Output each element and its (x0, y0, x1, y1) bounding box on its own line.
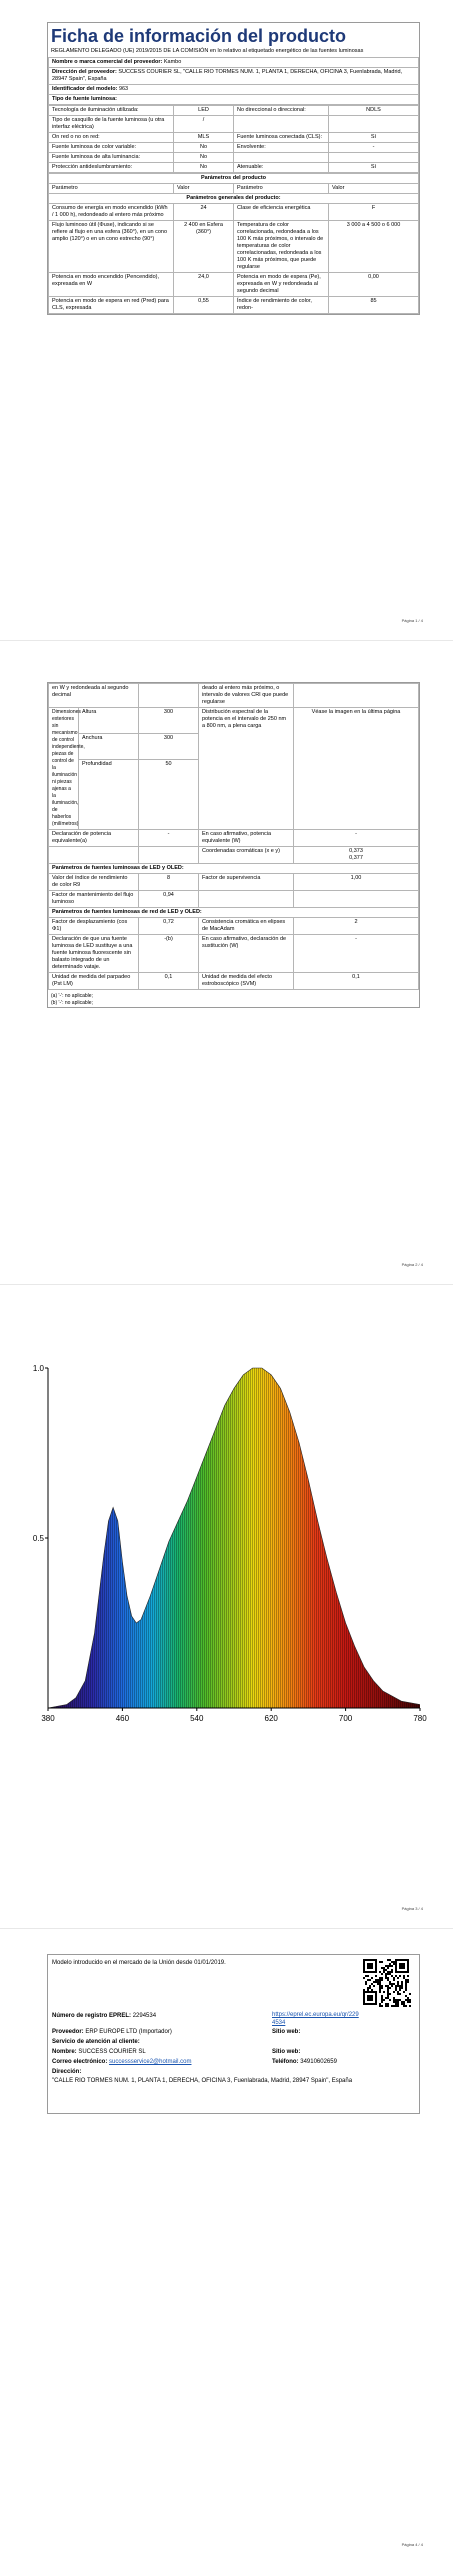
supplier-address-label: Dirección del proveedor: (52, 69, 117, 75)
eprel-reg-label: Número de registro EPREL: (52, 2013, 132, 2019)
row-value-2: Sí (329, 133, 419, 143)
spectral-distribution-value: Véase la imagen en la última página (294, 708, 419, 830)
row-label-2: Atenuable: (234, 163, 329, 173)
row-value: -(b) (139, 935, 199, 973)
row-value-2 (329, 153, 419, 163)
row-value-2: 2 (294, 918, 419, 935)
row-value-2: 85 (329, 297, 419, 314)
row-value: LED (174, 106, 234, 116)
col-header-value-2: Valor (329, 184, 419, 194)
row-label: Fuente luminosa de color variable: (49, 143, 174, 153)
model-id-row (49, 85, 419, 95)
col-header-param-2: Parámetro (234, 184, 329, 194)
footnote: (b) '-': no aplicable; (51, 1000, 93, 1006)
col-header-param: Parámetro (49, 184, 174, 194)
eprel-link[interactable]: https://eprel.ec.europa.eu/qr/2294534 (272, 2012, 359, 2026)
parameters-table (48, 173, 419, 314)
row-value-2 (294, 684, 419, 708)
row-value-2: 0,1 (294, 973, 419, 990)
phone-value: 34910602659 (300, 2059, 337, 2065)
row-value-2: 1,00 (294, 874, 419, 891)
trademark-row (49, 58, 419, 68)
dimension-name: Altura (79, 708, 139, 734)
dimensions-label: Dimensiones exteriores sin mecanismo de control independiente, piezas de control de la iluminación ni piezas ajenas a la iluminación, de haberlos (milímetros) (49, 708, 79, 830)
page-number: Página 1 / 4 (401, 618, 423, 623)
table-row (49, 153, 419, 163)
table-row (49, 891, 419, 908)
table-row (49, 221, 419, 273)
continued-table (48, 683, 419, 990)
table-row (49, 143, 419, 153)
document-title: Ficha de información del producto (51, 26, 347, 46)
dimension-value: 300 (139, 734, 199, 760)
row-label: Fuente luminosa de alta luminancia: (49, 153, 174, 163)
row-value-2 (329, 116, 419, 133)
row-label: Factor de mantenimiento del flujo luminoso (49, 891, 139, 908)
chromaticity-label: Coordenadas cromáticas (x e y) (199, 847, 294, 864)
row-label: en W y redondeada al segundo decimal (49, 684, 139, 708)
eprel-reg-value: 2294534 (132, 2013, 157, 2019)
x-tick-label: 620 (264, 1714, 278, 1723)
row-value: 0,72 (139, 918, 199, 935)
product-info-sheet (47, 22, 420, 315)
row-label-2: No direccional o direccional: (234, 106, 329, 116)
table-row (49, 973, 419, 990)
row-value-2: - (294, 830, 419, 847)
spectral-distribution-label: Distribución espectral de la potencia en el intervalo de 250 nm a 800 nm, a plena carga (199, 708, 294, 830)
table-row (49, 918, 419, 935)
table-row (49, 133, 419, 143)
name-value: SUCCESS COURIER SL (78, 2049, 146, 2055)
row-value: - (139, 830, 199, 847)
dimension-value: 300 (139, 708, 199, 734)
row-label-2: Consistencia cromática en elipses de MacAdam (199, 918, 294, 935)
x-tick-label: 780 (413, 1714, 427, 1723)
col-header-value: Valor (174, 184, 234, 194)
row-label-2 (234, 153, 329, 163)
phone-label: Teléfono: (272, 2059, 299, 2065)
row-value (139, 684, 199, 708)
supplier-address-value: SUCCESS COURIER SL, "CALLE RIO TORMES NUM. 1, PLANTA 1, DERECHA, OFICINA 3, Fuenlabrada, Madrid, 28947 Spain", España (52, 69, 403, 82)
row-label-2 (199, 891, 294, 908)
page-3 (0, 1288, 453, 1924)
row-label-2: Fuente luminosa conectada (CLS): (234, 133, 329, 143)
table-row (49, 273, 419, 297)
name-label: Nombre: (52, 2049, 77, 2055)
page-number: Página 2 / 4 (401, 1262, 423, 1267)
qr-code (363, 1959, 411, 2007)
row-value-2: F (329, 204, 419, 221)
supplier-value: ERP EUROPE LTD (Importador) (85, 2029, 172, 2035)
chromaticity-value: 0,373 0,377 (294, 847, 419, 864)
row-label: Tipo de casquillo de la fuente luminosa (u otra interfaz eléctrica) (49, 116, 174, 133)
row-value: 0,55 (174, 297, 234, 314)
table-row (49, 163, 419, 173)
row-label-2: Unidad de medida del efecto estroboscópico (SVM) (199, 973, 294, 990)
row-value-2: NDLS (329, 106, 419, 116)
trademark-label: Nombre o marca comercial del proveedor: (52, 59, 163, 65)
website-label: Sitio web: (272, 2029, 301, 2035)
market-intro-text: Modelo introducido en el mercado de la Unión desde 01/01/2019. (52, 1960, 226, 1966)
website-label-2: Sitio web: (272, 2049, 301, 2055)
trademark-value: Kambo (163, 59, 182, 65)
model-id-label: Identificador del modelo: (52, 86, 118, 92)
spectral-power-distribution-chart (30, 1356, 430, 1746)
row-label-2: Envolvente: (234, 143, 329, 153)
row-label: Unidad de medida del parpadeo (Pst LM) (49, 973, 139, 990)
row-label: Potencia en modo de espera en red (Pred) para CLS, expresada (49, 297, 174, 314)
row-label: Factor de desplazamiento (cos Φ1) (49, 918, 139, 935)
general-params-title: Parámetros generales del producto: (49, 194, 419, 204)
page-divider (0, 640, 453, 641)
row-value: MLS (174, 133, 234, 143)
table-row (49, 106, 419, 116)
row-value-2 (294, 891, 419, 908)
row-label-2: En caso afirmativo, declaración de sustitución (W) (199, 935, 294, 973)
page-2 (0, 644, 453, 1280)
email-label: Correo electrónico: (52, 2059, 108, 2065)
mains-params-title: Parámetros de fuentes luminosas de red de LED y OLED: (49, 908, 419, 918)
address-value: "CALLE RIO TORMES NUM. 1, PLANTA 1, DERECHA, OFICINA 3, Fuenlabrada, Madrid, 28947 Spain", España (52, 2078, 353, 2084)
row-label-2: Temperatura de color correlacionada, redondeada a los 100 K más próximos, o intervalo de temperaturas de color correlacionadas, redondeada a los 100 K más próximos, que puede regularse (234, 221, 329, 273)
row-value: 0,94 (139, 891, 199, 908)
row-value: / (174, 116, 234, 133)
page-1 (0, 0, 453, 636)
row-label-2: Potencia en modo de espera (Pe), expresada en W y redondeada al segundo decimal (234, 273, 329, 297)
product-info-sheet-continued (47, 682, 420, 1008)
supplier-label: Proveedor: (52, 2029, 84, 2035)
parameters-title: Parámetros del producto (49, 174, 419, 184)
row-label: Declaración de que una fuente luminosa de LED sustituye a una fuente luminosa fluorescente sin balasto integrado de un determinado vataje. (49, 935, 139, 973)
address-label: Dirección: (52, 2069, 82, 2075)
row-label-2: Clase de eficiencia energética (234, 204, 329, 221)
header-table (48, 57, 419, 105)
row-label: Declaración de potencia equivalente(a) (49, 830, 139, 847)
row-label-2: Factor de supervivencia (199, 874, 294, 891)
row-value: 2 400 en Esfera (360°) (174, 221, 234, 273)
table-row (49, 116, 419, 133)
dimension-value: 50 (139, 760, 199, 830)
x-tick-label: 700 (338, 1714, 353, 1723)
footnote: (a) '-': no aplicable; (51, 993, 93, 999)
source-type-heading: Tipo de fuente luminosa: (49, 95, 419, 105)
row-label: Valor del índice de rendimiento de color R9 (49, 874, 139, 891)
table-row (49, 297, 419, 314)
table-row (49, 874, 419, 891)
page-number: Página 4 / 4 (401, 2542, 423, 2547)
x-tick-label: 380 (41, 1714, 55, 1723)
y-tick-label: 1.0 (32, 1364, 44, 1373)
row-value-2: 0,00 (329, 273, 419, 297)
row-label-2: deado al entero más próximo, o intervalo de valores CRI que puede regularse (199, 684, 294, 708)
row-value-2: - (294, 935, 419, 973)
page-divider (0, 1928, 453, 1929)
row-label: Potencia en modo encendido (Pencendido), expresada en W (49, 273, 174, 297)
customer-service-label: Servicio de atención al cliente: (52, 2039, 140, 2045)
source-type-table (48, 105, 419, 173)
row-label-2: Índice de rendimiento de color, redon- (234, 297, 329, 314)
row-value: 8 (139, 874, 199, 891)
x-tick-label: 540 (190, 1714, 204, 1723)
row-label: Protección antideslumbramiento: (49, 163, 174, 173)
page-divider (0, 1284, 453, 1285)
row-value-2: 3 000 a 4 500 o 6 000 (329, 221, 419, 273)
row-value (139, 847, 199, 864)
qr-code-icon (363, 1959, 411, 2007)
spectrum-stripes (48, 1368, 420, 1708)
row-value: 24 (174, 204, 234, 221)
regulation-text: REGLAMENTO DELEGADO (UE) 2019/2015 DE LA COMISIÓN en lo relativo al etiquetado energético de las fuentes luminosas (51, 48, 364, 54)
row-value: No (174, 153, 234, 163)
email-link[interactable]: successservice2@hotmail.com (109, 2059, 192, 2065)
row-value: 0,1 (139, 973, 199, 990)
model-id-value: 963 (118, 86, 129, 92)
row-label: Consumo de energía en modo encendido (kWh / 1 000 h), redondeado al entero más próximo (49, 204, 174, 221)
supplier-address-row (49, 68, 419, 85)
x-tick-label: 460 (115, 1714, 130, 1723)
table-row (49, 204, 419, 221)
led-params-title: Parámetros de fuentes luminosas de LED y OLED: (49, 864, 419, 874)
row-value-2: - (329, 143, 419, 153)
row-label: Flujo luminoso útil (Φuse), indicando si se refiere al flujo en una esfera (360°), en un cono amplio (120°) o en un cono estrecho (90°) (49, 221, 174, 273)
row-label (49, 847, 139, 864)
row-label-2 (234, 116, 329, 133)
row-label: On red o no on red: (49, 133, 174, 143)
page-4 (0, 1932, 453, 2560)
row-value-2: Sí (329, 163, 419, 173)
row-label: Tecnología de iluminación utilizada: (49, 106, 174, 116)
eprel-info-box (47, 1954, 420, 2114)
row-label-2: En caso afirmativo, potencia equivalente (W) (199, 830, 294, 847)
y-tick-label: 0.5 (32, 1534, 44, 1543)
dimension-name: Profundidad (79, 760, 139, 830)
table-row (49, 935, 419, 973)
page-number: Página 3 / 4 (401, 1906, 423, 1911)
row-value: 24,0 (174, 273, 234, 297)
row-value: No (174, 143, 234, 153)
dimension-name: Anchura (79, 734, 139, 760)
row-value: No (174, 163, 234, 173)
